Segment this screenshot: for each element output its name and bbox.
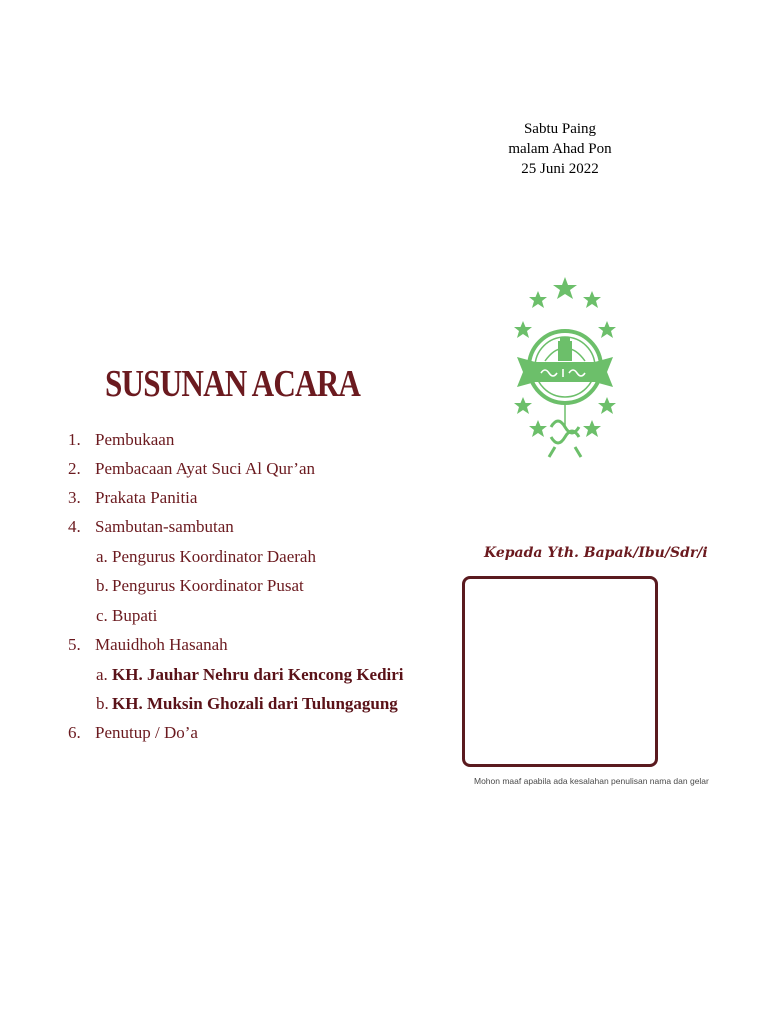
agenda-text: Mauidhoh Hasanah: [95, 635, 228, 654]
agenda-letter: c.: [96, 606, 108, 625]
agenda-number: 2.: [68, 459, 81, 478]
event-date: [490, 119, 630, 179]
agenda-text: Prakata Panitia: [95, 488, 198, 507]
day-line: Sabtu Paing: [523, 121, 597, 137]
agenda-number: 1.: [68, 430, 81, 449]
recipient-label: Kepada Yth. Bapak/Ibu/Sdr/i: [484, 545, 708, 561]
page-title: SUSUNAN ACARA: [105, 363, 361, 405]
date-line: 25 Juni 2022: [521, 161, 599, 177]
agenda-letter: a.: [96, 665, 108, 684]
agenda-letter: a.: [96, 547, 108, 566]
agenda-number: 6.: [68, 723, 81, 742]
nahdlatul-ulama-emblem-icon: [511, 277, 617, 463]
agenda-text: Pengurus Koordinator Daerah: [112, 547, 316, 566]
apology-note: Mohon maaf apabila ada kesalahan penulisan nama dan gelar: [474, 776, 709, 786]
agenda-number: 5.: [68, 635, 81, 654]
agenda-text: Bupati: [112, 606, 158, 625]
agenda-text: Penutup / Do’a: [95, 723, 198, 742]
agenda-number: 3.: [68, 488, 81, 507]
agenda-text: Pembukaan: [95, 430, 175, 449]
agenda-text: Sambutan-sambutan: [95, 517, 234, 536]
recipient-address-box: [462, 576, 658, 767]
night-line: malam Ahad Pon: [508, 141, 612, 157]
agenda-text: KH. Jauhar Nehru dari Kencong Kediri: [112, 665, 404, 684]
agenda-letter: b.: [96, 694, 109, 713]
agenda-letter: b.: [96, 576, 109, 595]
agenda-text: KH. Muksin Ghozali dari Tulungagung: [112, 694, 398, 713]
agenda-number: 4.: [68, 517, 81, 536]
agenda-text: Pembacaan Ayat Suci Al Qur’an: [95, 459, 316, 478]
agenda-text: Pengurus Koordinator Pusat: [112, 576, 304, 595]
